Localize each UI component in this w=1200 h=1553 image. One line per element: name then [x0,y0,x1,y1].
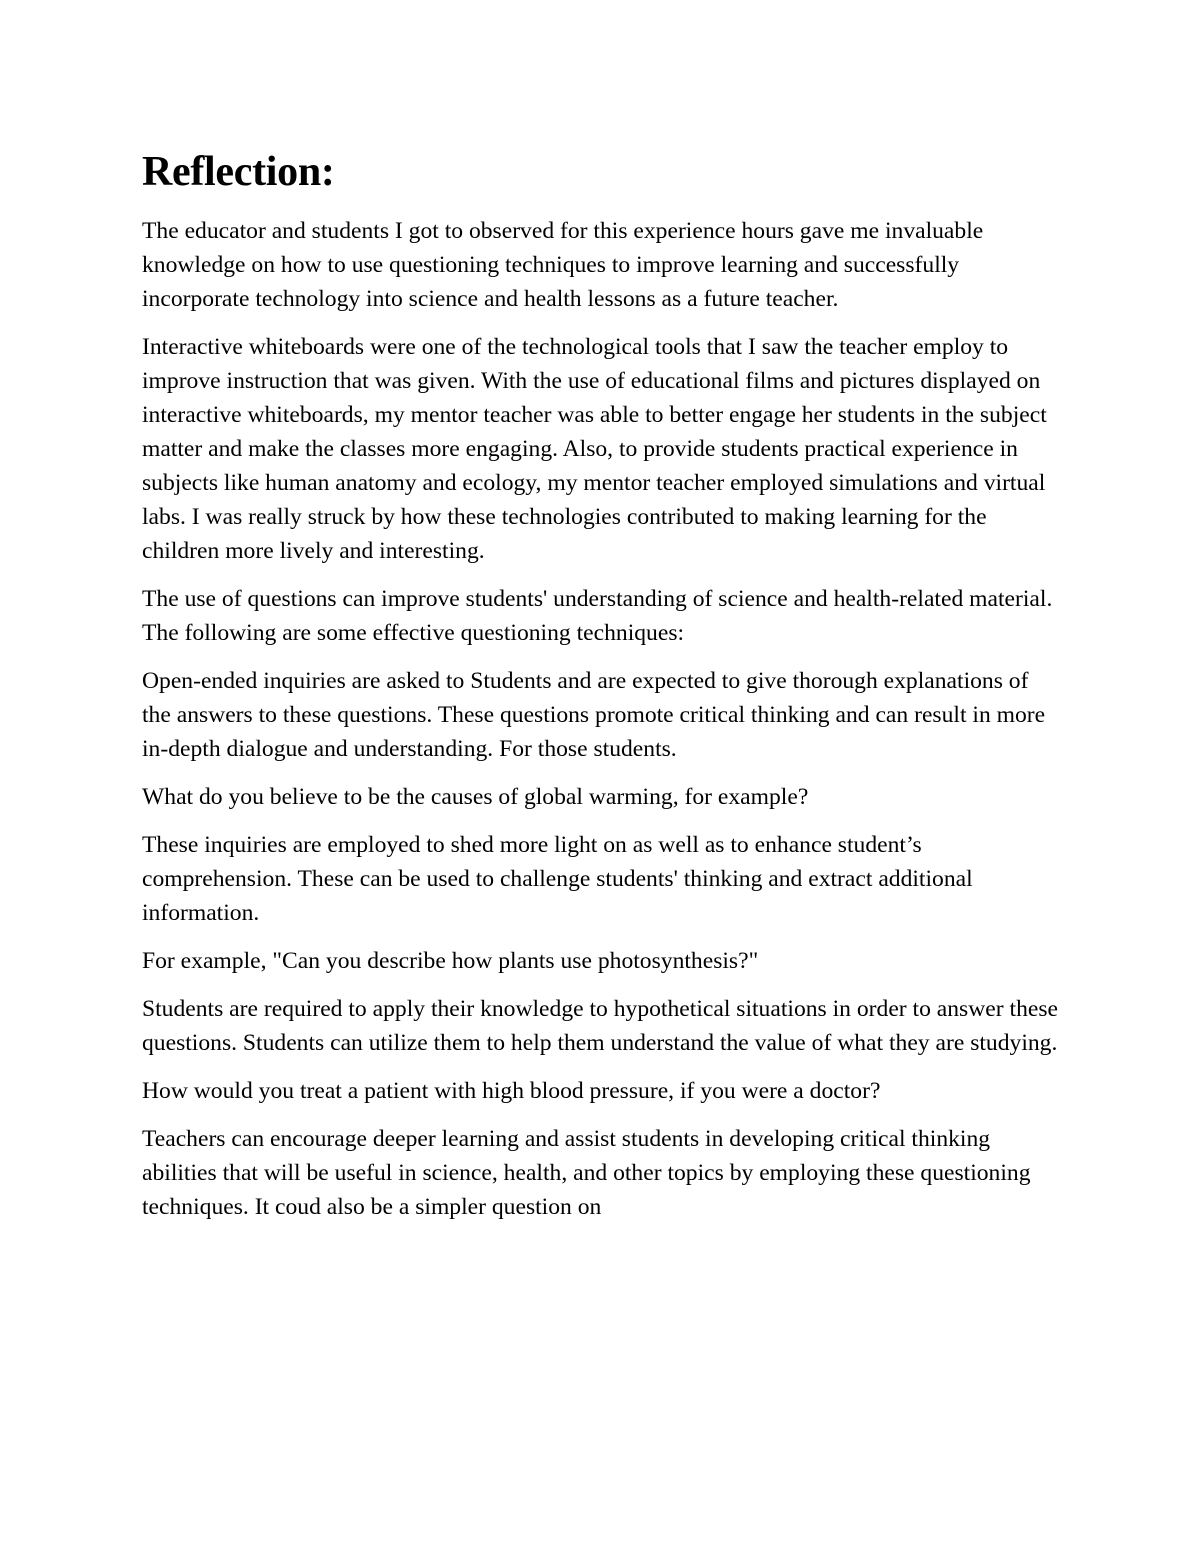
document-body [142,142,1060,1238]
paragraph-open-ended-inquiries: Open-ended inquiries are asked to Students and are expected to give thorough explanations of the answers to these questions. These questions promote critical thinking and can result in more in-depth dialogue and understanding. For those students. [142,668,1046,762]
paragraph-technology-intro: The educator and students I got to observed for this experience hours gave me invaluable knowledge on how to use questioning techniques to improve learning and successfully incorporate technology into science and health lessons as a future teacher. [142,218,984,312]
paragraph-example-global-warming: What do you believe to be the causes of global warming, for example? [142,784,809,810]
page-title: Reflection: [142,149,335,195]
paragraph-example-photosynthesis: For example, "Can you describe how plants use photosynthesis?" [142,948,759,974]
paragraph-hypothetical-questions: Students are required to apply their knowledge to hypothetical situations in order to answer these questions. Students can utilize them to help them understand the value of what they are studying. [142,996,1058,1056]
paragraph-conclusion: Teachers can encourage deeper learning and assist students in developing critical thinking abilities that will be useful in science, health, and other topics by employing these questioning techniques. It coud also be a simpler question on [142,1126,1031,1220]
paragraph-probing-inquiries: These inquiries are employed to shed more light on as well as to enhance student’s comprehension. These can be used to challenge students' thinking and extract additional information. [142,832,973,926]
paragraph-questioning-intro: The use of questions can improve students' understanding of science and health-related material. The following are some effective questioning techniques: [142,586,1053,646]
paragraph-example-blood-pressure: How would you treat a patient with high blood pressure, if you were a doctor? [142,1078,881,1104]
paragraph-interactive-whiteboards: Interactive whiteboards were one of the technological tools that I saw the teacher employ to improve instruction that was given. With the use of educational films and pictures displayed on interactive whiteboards, my mentor teacher was able to better engage her students in the subject matter and make the classes more engaging. Also, to provide students practical experience in subjects like human anatomy and ecology, my mentor teacher employed simulations and virtual labs. I was really struck by how these technologies contributed to making learning for the children more lively and interesting. [142,334,1047,564]
